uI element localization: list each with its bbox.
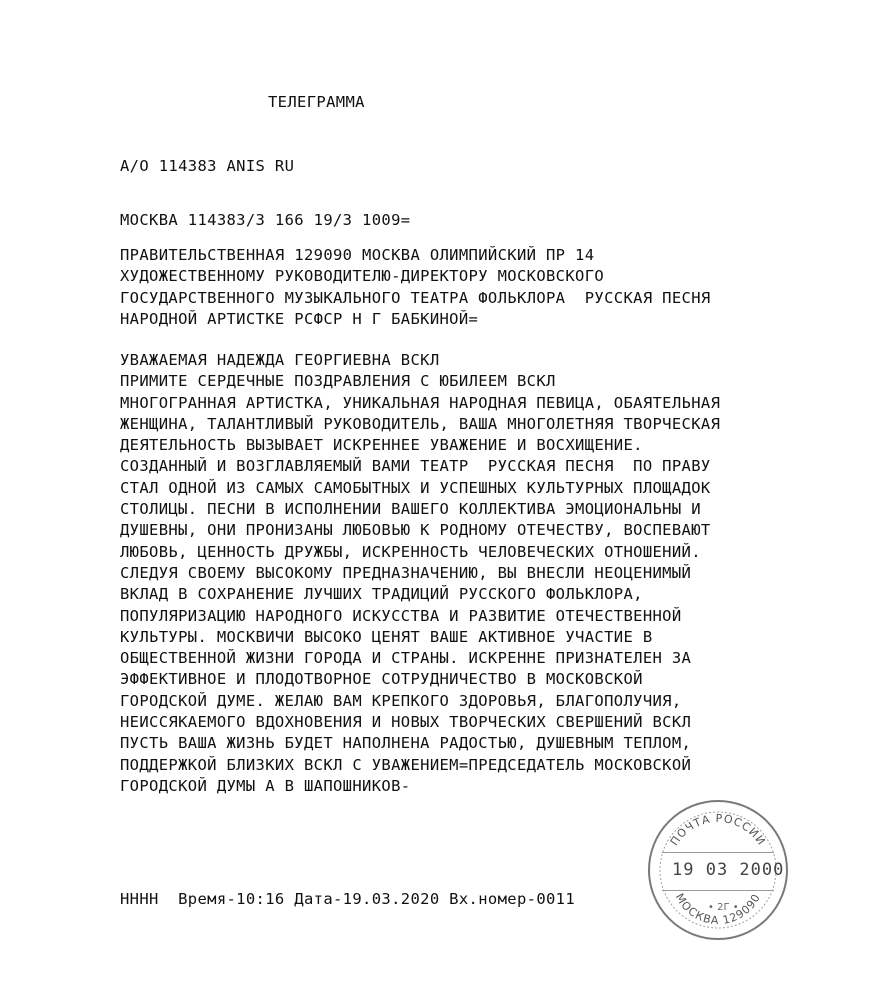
body-line: ОБЩЕСТВЕННОЙ ЖИЗНИ ГОРОДА И СТРАНЫ. ИСКРЕННЕ ПРИЗНАТЕЛЕН ЗА [120, 649, 692, 668]
body-line: СЛЕДУЯ СВОЕМУ ВЫСОКОМУ ПРЕДНАЗНАЧЕНИЮ, ВЫ ВНЕСЛИ НЕОЦЕНИМЫЙ [120, 563, 692, 582]
stamp-top-path: ПОЧТА РОССИИ [667, 811, 769, 849]
body-line: ПУСТЬ ВАША ЖИЗНЬ БУДЕТ НАПОЛНЕНА РАДОСТЬЮ, ДУШЕВНЫМ ТЕПЛОМ, [120, 734, 692, 753]
stamp-divider-top [662, 852, 774, 853]
recipient-address [120, 245, 711, 330]
stamp-bottom-path: МОСКВА 129090 [672, 891, 764, 928]
body-line: ПОПУЛЯРИЗАЦИЮ НАРОДНОГО ИСКУССТВА И РАЗВИТИЕ ОТЕЧЕСТВЕННОЙ [120, 606, 682, 625]
address-line: ХУДОЖЕСТВЕННОМУ РУКОВОДИТЕЛЮ-ДИРЕКТОРУ МОСКОВСКОГО [120, 267, 605, 286]
body-line: ГОРОДСКОЙ ДУМЕ. ЖЕЛАЮ ВАМ КРЕПКОГО ЗДОРОВЬЯ, БЛАГОПОЛУЧИЯ, [120, 691, 682, 710]
address-line: НАРОДНОЙ АРТИСТКЕ РСФСР Н Г БАБКИНОЙ= [120, 309, 479, 328]
body-line: ДУШЕВНЫ, ОНИ ПРОНИЗАНЫ ЛЮБОВЬЮ К РОДНОМУ ОТЕЧЕСТВУ, ВОСПЕВАЮТ [120, 521, 711, 540]
body-line: МНОГОГРАННАЯ АРТИСТКА, УНИКАЛЬНАЯ НАРОДНАЯ ПЕВИЦА, ОБАЯТЕЛЬНАЯ [120, 393, 721, 412]
message-body [120, 350, 720, 797]
body-line: ЭФФЕКТИВНОЕ И ПЛОДОТВОРНОЕ СОТРУДНИЧЕСТВО В МОСКОВСКОЙ [120, 670, 643, 689]
body-line: КУЛЬТУРЫ. МОСКВИЧИ ВЫСОКО ЦЕНЯТ ВАШЕ АКТИВНОЕ УЧАСТИЕ В [120, 627, 653, 646]
telegram-header: МОСКВА 114383/3 166 19/3 1009= [120, 211, 411, 229]
body-line: СОЗДАННЫЙ И ВОЗГЛАВЛЯЕМЫЙ ВАМИ ТЕАТР РУССКАЯ ПЕСНЯ ПО ПРАВУ [120, 457, 711, 476]
postal-stamp [648, 800, 788, 940]
body-line: ПРИМИТЕ СЕРДЕЧНЫЕ ПОЗДРАВЛЕНИЯ С ЮБИЛЕЕМ ВСКЛ [120, 372, 556, 391]
body-line: СТАЛ ОДНОЙ ИЗ САМЫХ САМОБЫТНЫХ И УСПЕШНЫХ КУЛЬТУРНЫХ ПЛОЩАДОК [120, 478, 711, 497]
address-line: ГОСУДАРСТВЕННОГО МУЗЫКАЛЬНОГО ТЕАТРА ФОЛЬКЛОРА РУССКАЯ ПЕСНЯ [120, 288, 711, 307]
body-line: НЕИССЯКАЕМОГО ВДОХНОВЕНИЯ И НОВЫХ ТВОРЧЕСКИХ СВЕРШЕНИЙ ВСКЛ [120, 713, 692, 732]
body-line: УВАЖАЕМАЯ НАДЕЖДА ГЕОРГИЕВНА ВСКЛ [120, 351, 440, 369]
body-line: ПОДДЕРЖКОЙ БЛИЗКИХ ВСКЛ С УВАЖЕНИЕМ=ПРЕДСЕДАТЕЛЬ МОСКОВСКОЙ [120, 755, 692, 774]
body-line: ЖЕНЩИНА, ТАЛАНТЛИВЫЙ РУКОВОДИТЕЛЬ, ВАША МНОГОЛЕТНЯЯ ТВОРЧЕСКАЯ [120, 414, 721, 433]
body-line: ГОРОДСКОЙ ДУМЫ А В ШАПОШНИКОВ- [120, 776, 411, 795]
body-line: СТОЛИЦЫ. ПЕСНИ В ИСПОЛНЕНИИ ВАШЕГО КОЛЛЕКТИВА ЭМОЦИОНАЛЬНЫ И [120, 500, 701, 519]
body-line: ЛЮБОВЬ, ЦЕННОСТЬ ДРУЖБЫ, ИСКРЕННОСТЬ ЧЕЛОВЕЧЕСКИХ ОТНОШЕНИЙ. [120, 542, 701, 561]
telegram-footer: НННН Время-10:16 Дата-19.03.2020 Вх.номер-0011 [120, 890, 576, 908]
address-line: ПРАВИТЕЛЬСТВЕННАЯ 129090 МОСКВА ОЛИМПИЙСКИЙ ПР 14 [120, 246, 595, 264]
body-line: ДЕЯТЕЛЬНОСТЬ ВЫЗЫВАЕТ ИСКРЕННЕЕ УВАЖЕНИЕ И ВОСХИЩЕНИЕ. [120, 436, 643, 455]
stamp-middle-code: • 2Г • [708, 902, 739, 913]
stamp-top-text [668, 812, 768, 848]
body-line: ВКЛАД В СОХРАНЕНИЕ ЛУЧШИХ ТРАДИЦИЙ РУССКОГО ФОЛЬКЛОРА, [120, 585, 643, 604]
stamp-date: 19 03 2000 [672, 860, 785, 880]
telegram-title: ТЕЛЕГРАММА [268, 93, 365, 111]
telegram-reference: А/О 114383 ANIS RU [120, 157, 295, 175]
stamp-divider-bottom [662, 890, 774, 891]
